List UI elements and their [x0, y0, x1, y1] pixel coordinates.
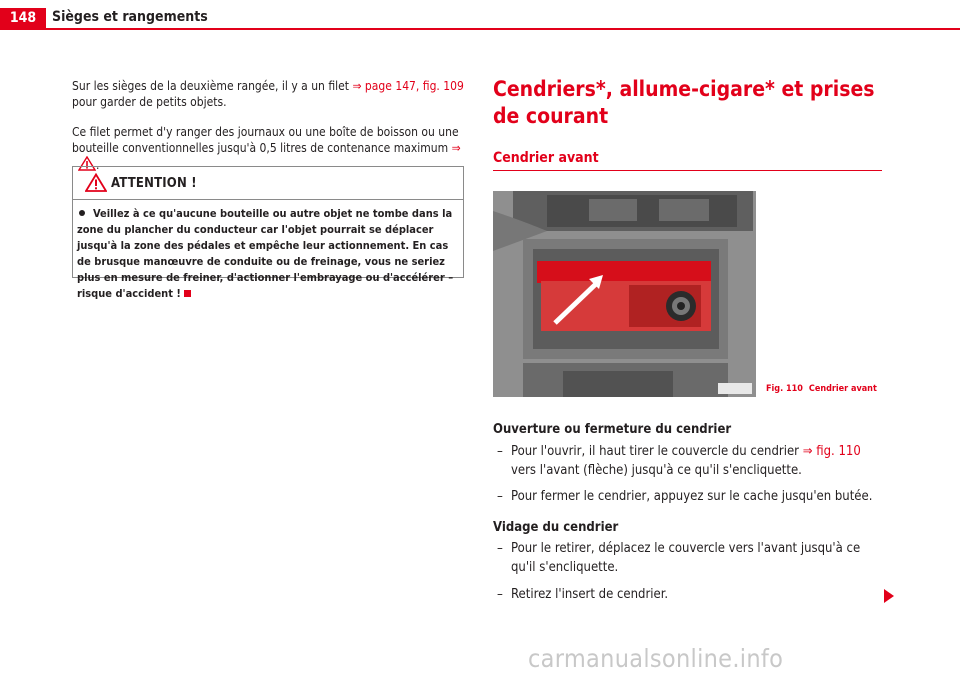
step-text: Pour l'ouvrir, il haut tirer le couvercle du cendrier — [511, 444, 799, 459]
attention-title: ATTENTION ! — [111, 176, 197, 191]
xref-arrow: ⇒ — [352, 79, 362, 93]
chapter-title: Sièges et rangements — [52, 9, 208, 25]
bullet-icon — [79, 210, 85, 216]
watermark: carmanualsonline.info — [528, 644, 784, 673]
header-rule — [0, 28, 960, 30]
step-open — [493, 442, 885, 480]
dash: – — [497, 587, 503, 602]
step-remove — [493, 539, 885, 577]
xref-arrow: ⇒ — [802, 444, 813, 459]
paragraph-net — [72, 78, 464, 110]
step-text-end: vers l'avant (flèche) jusqu'à ce qu'il s'encliquette. — [511, 463, 802, 478]
attention-text: Veillez à ce qu'aucune bouteille ou autre objet ne tombe dans la zone du plancher du conducteur car l'objet pourrait se déplacer jusqu'à la zone des pédales et empêche leur actionnement. En cas de brusque manœuvre de conduite ou de freinage, vous ne seriez plus en mesure de freiner, d'actionner l'embrayage ou d'accélérer – risque d'accident ! — [77, 207, 454, 300]
step-close — [493, 487, 885, 506]
dash: – — [497, 489, 503, 504]
xref-link-fig-110[interactable]: fig. 110 — [816, 444, 861, 459]
attention-box — [72, 166, 464, 300]
step-remove-insert — [493, 585, 885, 604]
step-text: Pour le retirer, déplacez le couvercle vers l'avant jusqu'à ce qu'il s'encliquette. — [511, 541, 861, 575]
subsection-rule — [493, 170, 882, 171]
section-heading: Cendriers*, allume-cigare* et prises de courant — [493, 77, 875, 128]
figure-number: Fig. 110 — [766, 384, 803, 394]
ashtray-figure — [493, 191, 756, 397]
step-text: Pour fermer le cendrier, appuyez sur le cache jusqu'en butée. — [511, 489, 873, 504]
paragraph-text-end: pour garder de petits objets. — [72, 95, 227, 109]
dash: – — [497, 444, 503, 459]
section-emptying-title: Vidage du cendrier — [493, 520, 619, 535]
paragraph-text: Ce filet permet d'y ranger des journaux ou une boîte de boisson ou une bouteille conventionnelles jusqu'à 0,5 litres de contenance maximum — [72, 125, 459, 155]
paragraph-text-end: . — [96, 158, 100, 172]
subsection-heading: Cendrier avant — [493, 150, 599, 166]
paragraph-text: Sur les sièges de la deuxième rangée, il y a un filet — [72, 79, 349, 93]
page-number: 148 — [0, 8, 46, 29]
attention-body — [73, 200, 463, 302]
warning-triangle-icon — [85, 173, 107, 196]
page-header — [0, 0, 960, 31]
next-page-arrow-icon[interactable] — [884, 588, 894, 607]
attention-header — [73, 167, 463, 200]
figure-caption — [766, 384, 883, 394]
figure-title: Cendrier avant — [808, 384, 877, 394]
dash: – — [497, 541, 503, 556]
section-opening-title: Ouverture ou fermeture du cendrier — [493, 422, 732, 437]
end-of-section-icon — [184, 290, 191, 297]
xref-link-page-147[interactable]: page 147, fig. 109 — [364, 79, 464, 93]
step-text: Retirez l'insert de cendrier. — [511, 587, 669, 602]
xref-arrow: ⇒ — [451, 141, 461, 155]
